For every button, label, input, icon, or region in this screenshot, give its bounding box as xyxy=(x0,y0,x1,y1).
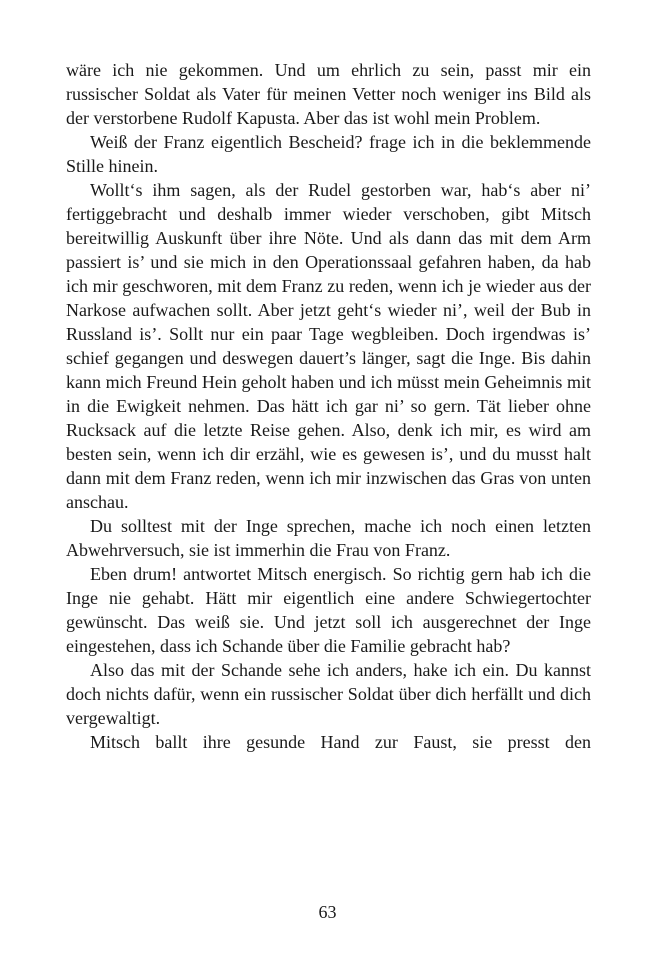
page-body xyxy=(66,58,591,754)
paragraph: Weiß der Franz eigentlich Bescheid? frage ich in die beklemmende Stille hinein. xyxy=(66,132,591,176)
paragraph: Also das mit der Schande sehe ich anders, hake ich ein. Du kannst doch nichts dafür, wenn ein russischer Soldat über dich herfällt und dich vergewaltigt. xyxy=(66,660,591,728)
paragraph-final: Mitsch ballt ihre gesunde Hand zur Faust, sie presst den xyxy=(90,732,591,752)
paragraph: Wollt‘s ihm sagen, als der Rudel gestorben war, hab‘s aber ni’ fertiggebracht und deshalb immer wieder verschoben, gibt Mitsch bereitwillig Auskunft über ihre Nöte. Und als dann das mit dem Arm passiert is’ und sie mich in den Operationssaal gefahren haben, da hab ich mir geschworen, mit dem Franz zu reden, wenn ich je wieder aus der Narkose aufwachen sollt. Aber jetzt geht‘s wieder ni’, weil der Bub in Russland is’. Sollt nur ein paar Tage wegbleiben. Doch irgendwas is’ schief gegangen und deswegen dauert’s länger, sagt die Inge. Bis dahin kann mich Freund Hein geholt haben und ich müsst mein Geheimnis mit in die Ewigkeit nehmen. Das hätt ich gar ni’ so gern. Tät lieber ohne Rucksack auf die letzte Reise gehen. Also, denk ich mir, es wird am besten sein, wenn ich dir erzähl, wie es gewesen is’, und du musst halt dann mit dem Franz reden, wenn ich mir inzwischen das Gras von unten anschau. xyxy=(66,180,591,512)
paragraph: Eben drum! antwortet Mitsch energisch. So richtig gern hab ich die Inge nie gehabt. Hätt mir eigentlich eine andere Schwiegertochter gewünscht. Das weiß sie. Und jetzt soll ich ausgerechnet der Inge eingestehen, dass ich Schande über die Familie gebracht hab? xyxy=(66,564,591,656)
paragraph: Du solltest mit der Inge sprechen, mache ich noch einen letzten Abwehrversuch, sie ist immerhin die Frau von Franz. xyxy=(66,516,591,560)
paragraph-continued: wäre ich nie gekommen. Und um ehrlich zu sein, passt mir ein russischer Soldat als Vater für meinen Vetter noch weniger ins Bild als der verstorbene Rudolf Kapusta. Aber das ist wohl mein Problem. xyxy=(66,60,591,128)
page-number: 63 xyxy=(318,902,337,922)
